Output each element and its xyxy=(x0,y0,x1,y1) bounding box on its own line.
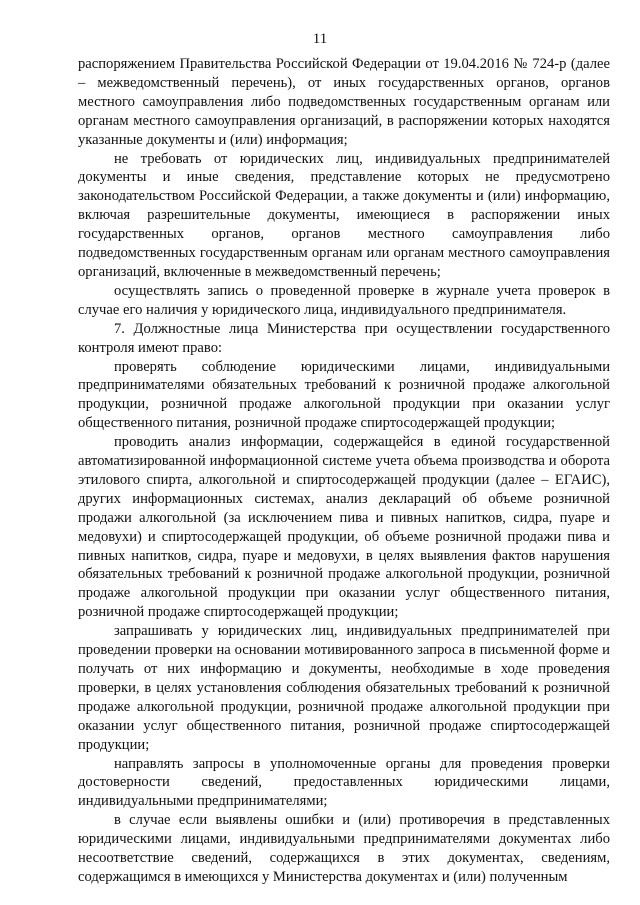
paragraph-6: проводить анализ информации, содержащейся в единой государственной автоматизированной информационной системе учета объема производства и оборота этилового спирта, алкогольной и спиртосодержащей продукции (далее – ЕГАИС), других информационных системах, анализ деклараций об объеме розничной продажи алкогольной (за исключением пива и пивных напитков, сидра, пуаре и медовухи) и спиртосодержащей продукции, об объеме розничной продажи пива и пивных напитков, сидра, пуаре и медовухи, в целях выявления фактов нарушения обязательных требований к розничной продаже алкогольной продукции, розничной продаже алкогольной продукции при оказании услуг общественного питания, розничной продаже спиртосодержащей продукции; xyxy=(78,434,610,621)
paragraph-9: в случае если выявлены ошибки и (или) противоречия в представленных юридическими лицами, индивидуальными предпринимателями документах либо несоответствие сведений, содержащихся в этих документах, сведениям, содержащимся в имеющихся у Министерства документах и (или) полученным xyxy=(78,812,610,885)
document-body xyxy=(78,55,610,887)
paragraph-5: проверять соблюдение юридическими лицами, индивидуальными предпринимателями обязательных требований к розничной продаже алкогольной продукции, розничной продаже алкогольной продукции при оказании услуг общественного питания, розничной продаже спиртосодержащей продукции; xyxy=(78,358,610,432)
page-number: 11 xyxy=(312,31,328,47)
paragraph-3: осуществлять запись о проведенной проверке в журнале учета проверок в случае его наличия у юридического лица, индивидуального предпринимателя. xyxy=(78,282,610,318)
paragraph-1: распоряжением Правительства Российской Федерации от 19.04.2016 № 724-р (далее – межведомственный перечень), от иных государственных органов, органов местного самоуправления либо подведомственных государственным органам или органам местного самоуправления организаций, в распоряжении которых находятся указанные документы и (или) информация; xyxy=(78,56,610,148)
paragraph-2: не требовать от юридических лиц, индивидуальных предпринимателей документы и иные сведения, представление которых не предусмотрено законодательством Российской Федерации, а также документы и (или) информацию, включая разрешительные документы, имеющиеся в распоряжении иных государственных органов, органов местного самоуправления либо подведомственных государственным органам или органам местного самоуправления организаций, включенные в межведомственный перечень; xyxy=(78,150,610,280)
paragraph-8: направлять запросы в уполномоченные органы для проведения проверки достоверности сведений, предоставленных юридическими лицами, индивидуальными предпринимателями; xyxy=(78,755,610,810)
paragraph-4: 7. Должностные лица Министерства при осуществлении государственного контроля имеют право: xyxy=(78,320,610,356)
paragraph-7: запрашивать у юридических лиц, индивидуальных предпринимателей при проведении проверки на основании мотивированного запроса в письменной форме и получать от них информацию и документы, необходимые в ходе проведения проверки, в целях установления соблюдения обязательных требований к розничной продаже алкогольной продукции, розничной продаже алкогольной продукции при оказании услуг общественного питания, розничной продаже спиртосодержащей продукции; xyxy=(78,623,610,753)
